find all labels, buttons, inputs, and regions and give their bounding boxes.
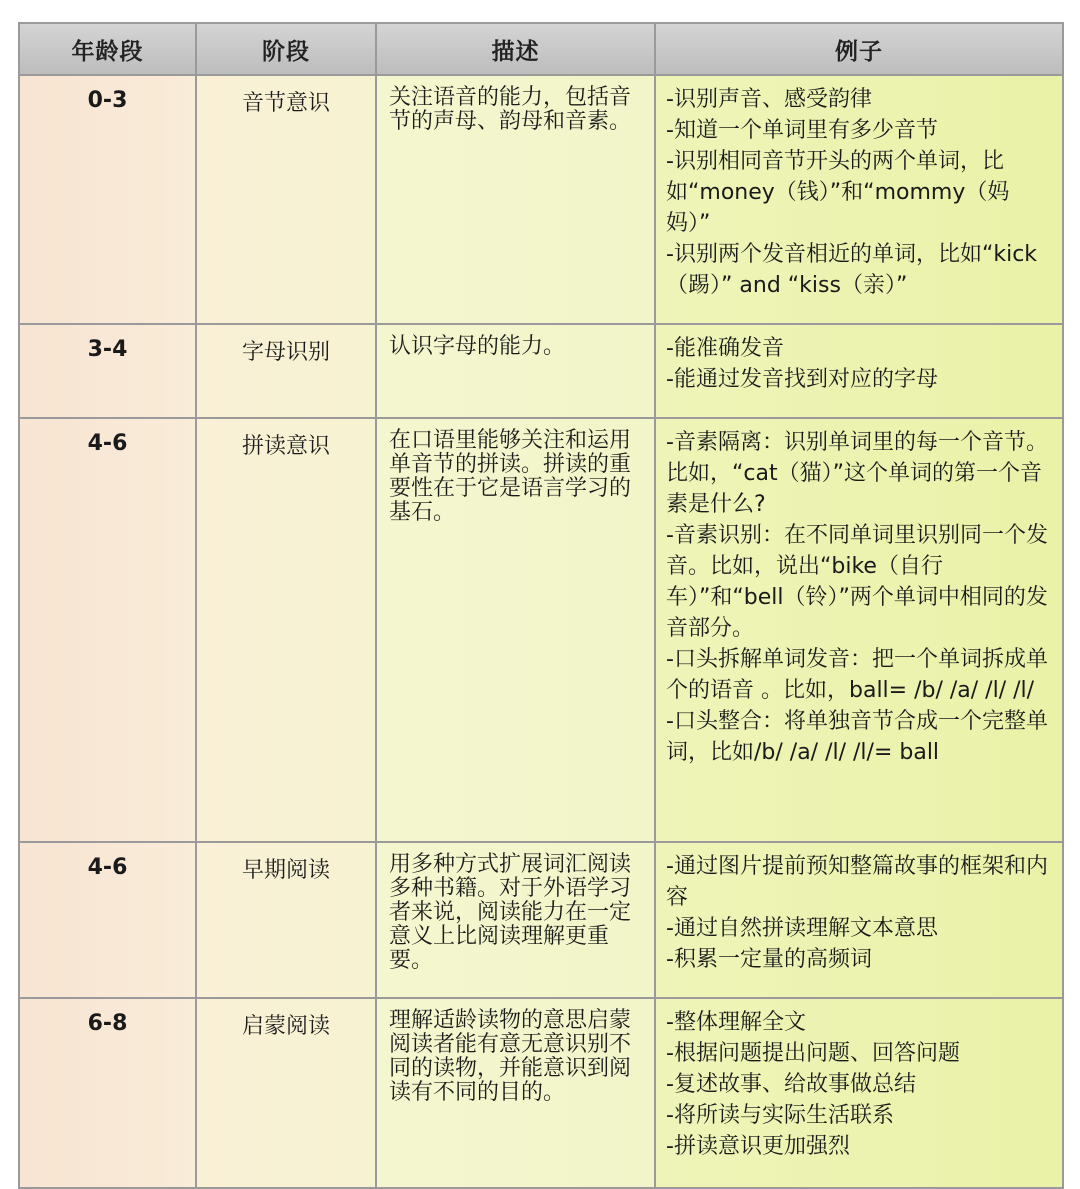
example-item: -拼读意识更加强烈 [666, 1134, 850, 1159]
example-item: -知道一个单词里有多少音节 [666, 118, 938, 143]
header-examples: 例子 [655, 23, 1063, 75]
stage-cell: 拼读意识 [196, 418, 376, 842]
example-item: -口头整合：将单独音节合成一个完整单词，比如/b/ /a/ /l/ /l/= ball [666, 709, 1048, 765]
age-cell: 0-3 [19, 75, 196, 324]
description-cell: 关注语音的能力，包括音节的声母、韵母和音素。 [376, 75, 655, 324]
example-item: -整体理解全文 [666, 1010, 806, 1035]
stage-cell: 启蒙阅读 [196, 998, 376, 1188]
examples-cell [655, 418, 1063, 842]
example-item: -能准确发音 [666, 336, 784, 361]
description-cell: 理解适龄读物的意思启蒙阅读者能有意无意识别不同的读物，并能意识到阅读有不同的目的。 [376, 998, 655, 1188]
age-cell: 3-4 [19, 324, 196, 418]
header-row [19, 23, 1063, 75]
example-item: -识别两个发音相近的单词，比如“kick（踢）” and “kiss（亲）” [666, 242, 1038, 298]
examples-cell [655, 998, 1063, 1188]
header-age: 年龄段 [19, 23, 196, 75]
literacy-stages-table-container [18, 22, 1062, 1159]
examples-cell [655, 324, 1063, 418]
header-description: 描述 [376, 23, 655, 75]
example-item: -通过图片提前预知整篇故事的框架和内容 [666, 854, 1048, 910]
example-item: -口头拆解单词发音：把一个单词拆成单个的语音 。比如，ball= /b/ /a/ /l/ /l/ [666, 647, 1048, 703]
age-cell: 4-6 [19, 418, 196, 842]
example-item: -识别相同音节开头的两个单词，比如“money（钱）”和“mommy（妈妈）” [666, 149, 1010, 236]
example-item: -能通过发音找到对应的字母 [666, 367, 938, 392]
stage-cell: 音节意识 [196, 75, 376, 324]
age-cell: 4-6 [19, 842, 196, 998]
stage-cell: 早期阅读 [196, 842, 376, 998]
example-item: -复述故事、给故事做总结 [666, 1072, 916, 1097]
table-row [19, 324, 1063, 418]
description-cell: 认识字母的能力。 [376, 324, 655, 418]
description-cell: 用多种方式扩展词汇阅读多种书籍。对于外语学习者来说，阅读能力在一定意义上比阅读理解更重要。 [376, 842, 655, 998]
stage-cell: 字母识别 [196, 324, 376, 418]
example-item: -音素识别：在不同单词里识别同一个发音。比如，说出“bike（自行车）”和“bell（铃）”两个单词中相同的发音部分。 [666, 523, 1048, 641]
table-row [19, 75, 1063, 324]
age-cell: 6-8 [19, 998, 196, 1188]
example-item: -通过自然拼读理解文本意思 [666, 916, 938, 941]
example-item: -积累一定量的高频词 [666, 947, 872, 972]
examples-cell [655, 75, 1063, 324]
table-row [19, 998, 1063, 1188]
example-item: -识别声音、感受韵律 [666, 87, 872, 112]
example-item: -根据问题提出问题、回答问题 [666, 1041, 960, 1066]
header-stage: 阶段 [196, 23, 376, 75]
examples-cell [655, 842, 1063, 998]
literacy-stages-table [18, 22, 1064, 1189]
description-cell: 在口语里能够关注和运用单音节的拼读。拼读的重要性在于它是语言学习的基石。 [376, 418, 655, 842]
table-row [19, 418, 1063, 842]
example-item: -将所读与实际生活联系 [666, 1103, 894, 1128]
example-item: -音素隔离：识别单词里的每一个音节。 比如，“cat（猫）”这个单词的第一个音素是什么? [666, 430, 1048, 517]
table-row [19, 842, 1063, 998]
